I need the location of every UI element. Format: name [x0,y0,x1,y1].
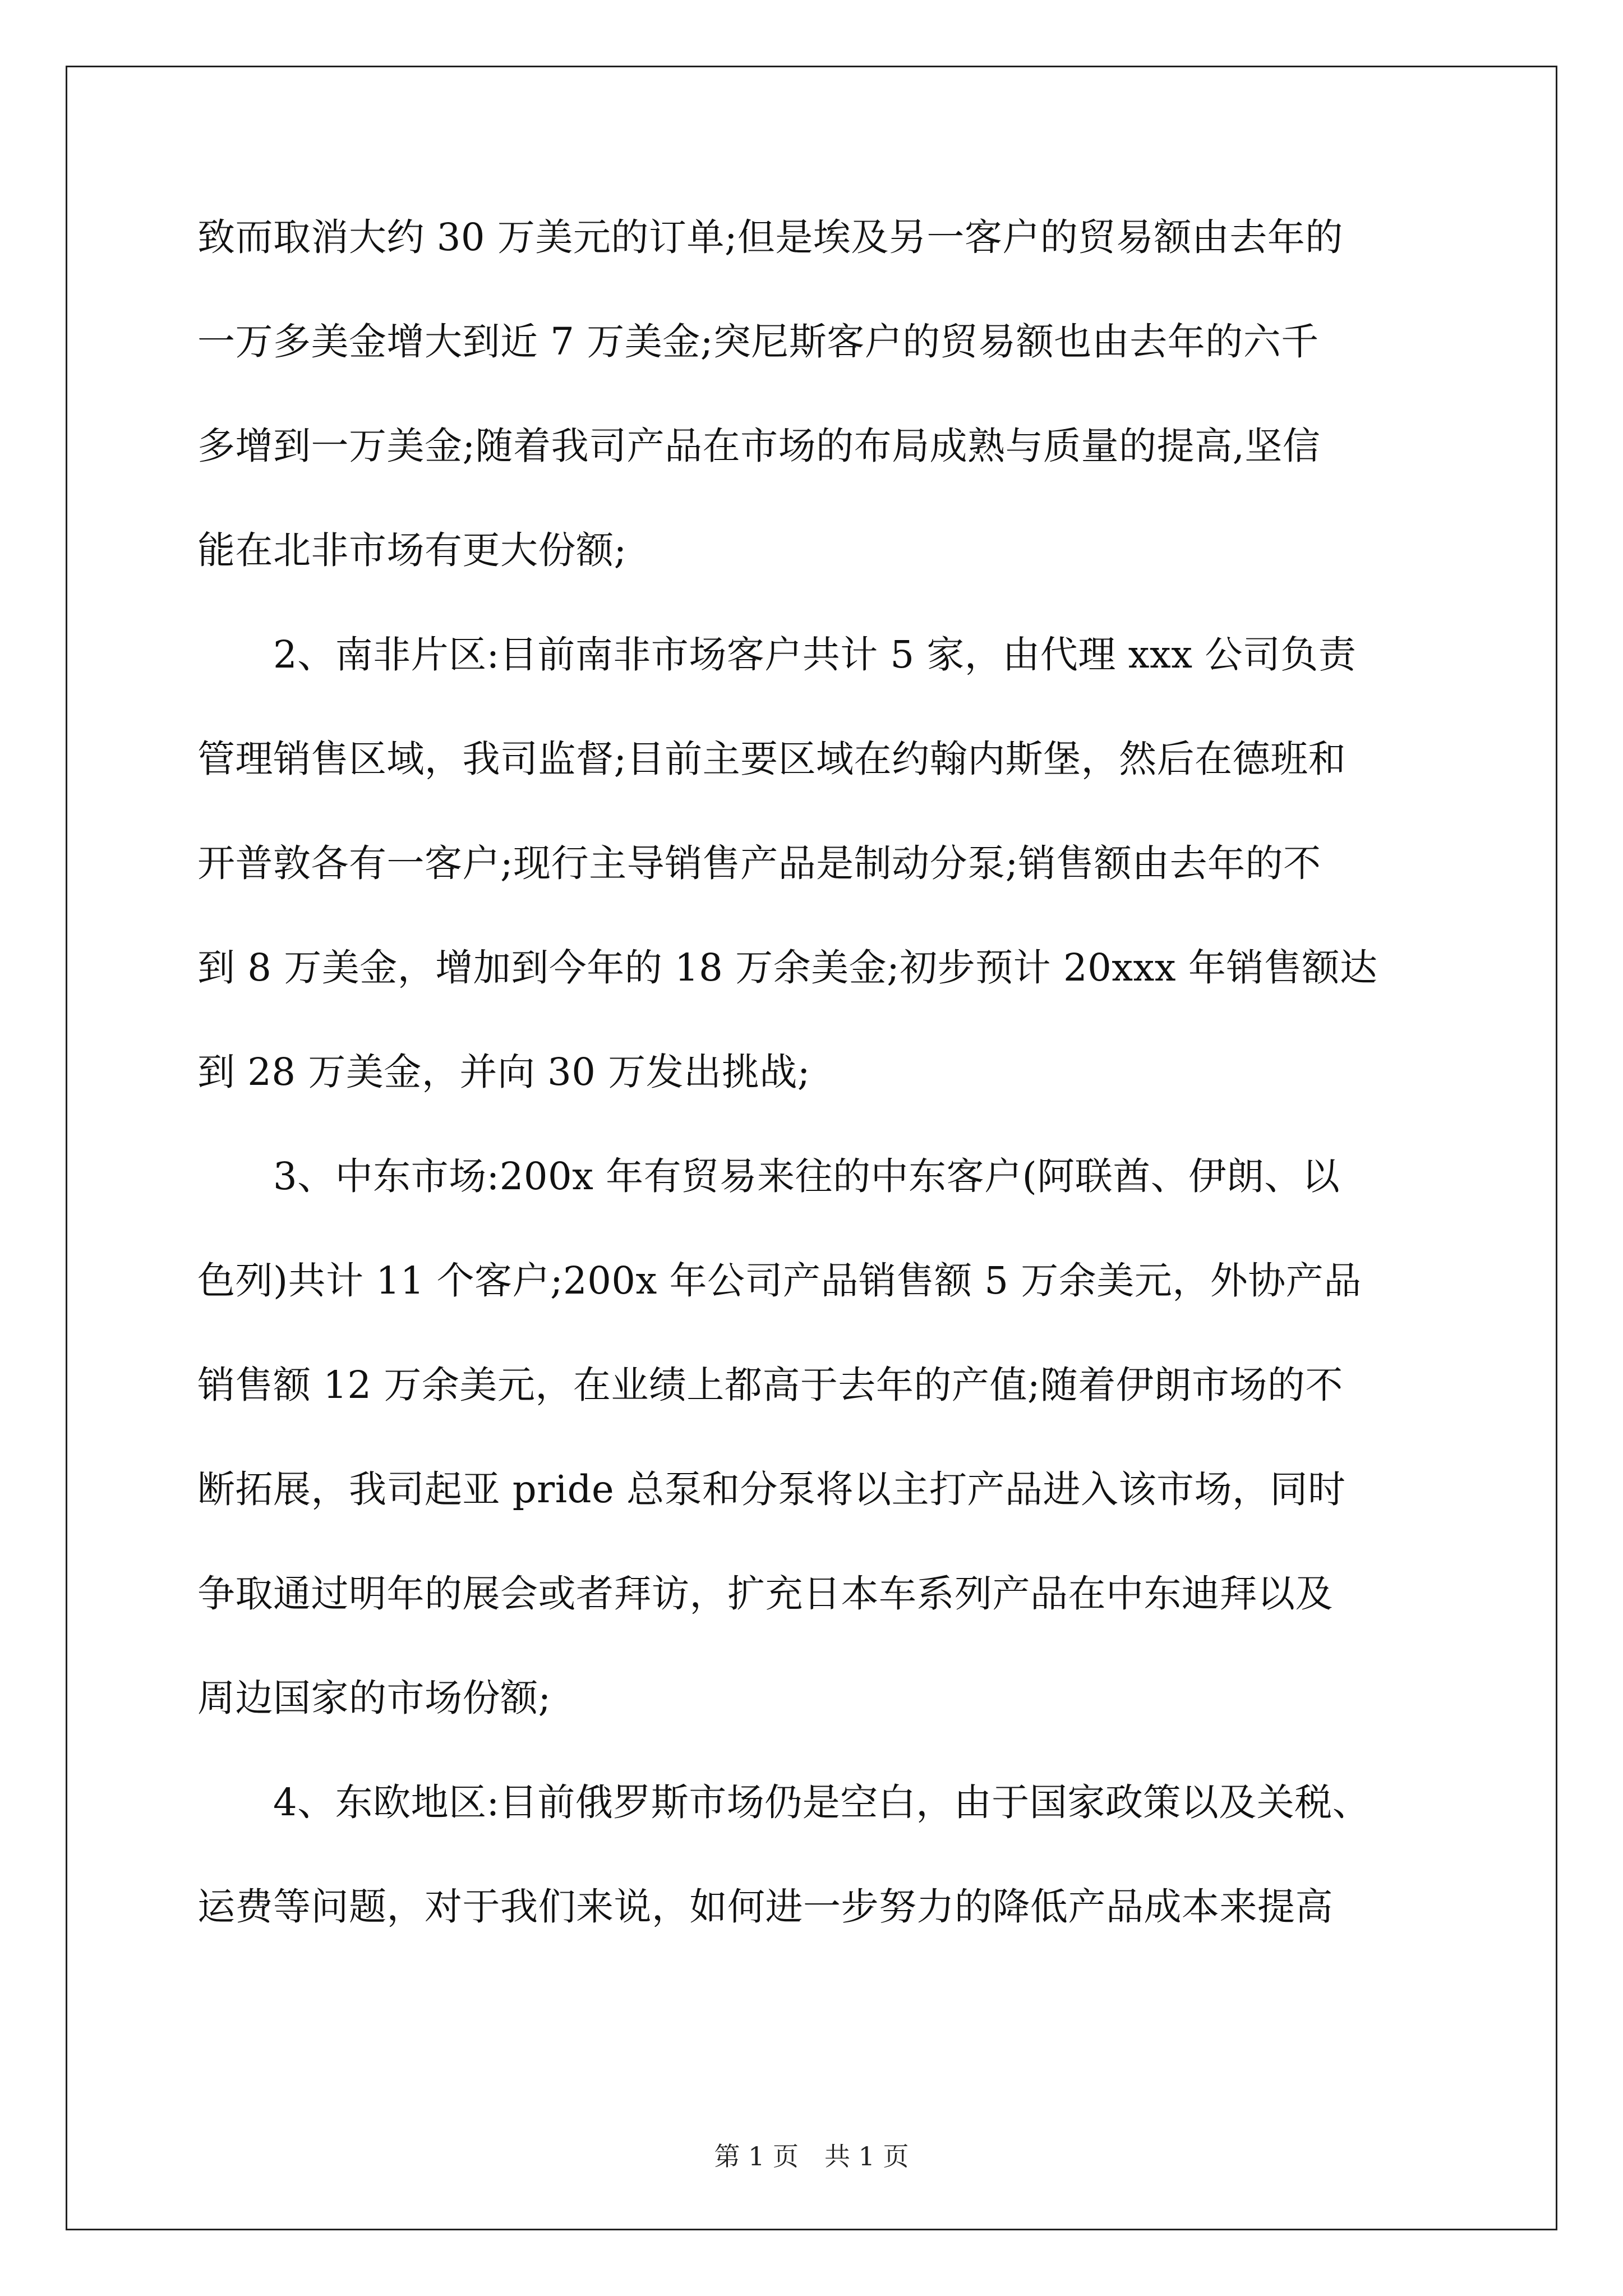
text-line: 4、东欧地区:目前俄罗斯市场仍是空白，由于国家政策以及关税、 [197,1780,1371,1824]
text-line: 断拓展，我司起亚 pride 总泵和分泵将以主打产品进入该市场，同时 [197,1467,1346,1511]
text-line: 多增到一万美金;随着我司产品在市场的布局成熟与质量的提高,坚信 [197,424,1321,468]
document-body [197,185,1431,1959]
text-line: 能在北非市场有更大份额; [197,528,627,572]
text-line: 销售额 12 万余美元，在业绩上都高于去年的产值;随着伊朗市场的不 [197,1363,1343,1407]
text-line: 运费等问题，对于我们来说，如何进一步努力的降低产品成本来提高 [197,1885,1333,1929]
text-line: 一万多美金增大到近 7 万美金;突尼斯客户的贸易额也由去年的六千 [197,320,1319,364]
text-line: 到 28 万美金，并向 30 万发出挑战; [197,1050,810,1094]
text-line: 周边国家的市场份额; [197,1676,551,1720]
page-number-footer: 第 1 页 共 1 页 [714,2141,909,2171]
text-line: 色列)共计 11 个客户;200x 年公司产品销售额 5 万余美元，外协产品 [197,1259,1362,1303]
text-line: 3、中东市场:200x 年有贸易来往的中东客户(阿联酋、伊朗、以 [197,1154,1340,1198]
text-line: 开普敦各有一客户;现行主导销售产品是制动分泵;销售额由去年的不 [197,841,1321,885]
text-line: 致而取消大约 30 万美元的订单;但是埃及另一客户的贸易额由去年的 [197,215,1343,259]
text-line: 管理销售区域，我司监督;目前主要区域在约翰内斯堡，然后在德班和 [197,737,1347,781]
text-line: 争取通过明年的展会或者拜访，扩充日本车系列产品在中东迪拜以及 [197,1572,1333,1616]
text-line: 2、南非片区:目前南非市场客户共计 5 家，由代理 xxx 公司负责 [197,633,1357,677]
text-line: 到 8 万美金，增加到今年的 18 万余美金;初步预计 20xxx 年销售额达 [197,946,1378,990]
